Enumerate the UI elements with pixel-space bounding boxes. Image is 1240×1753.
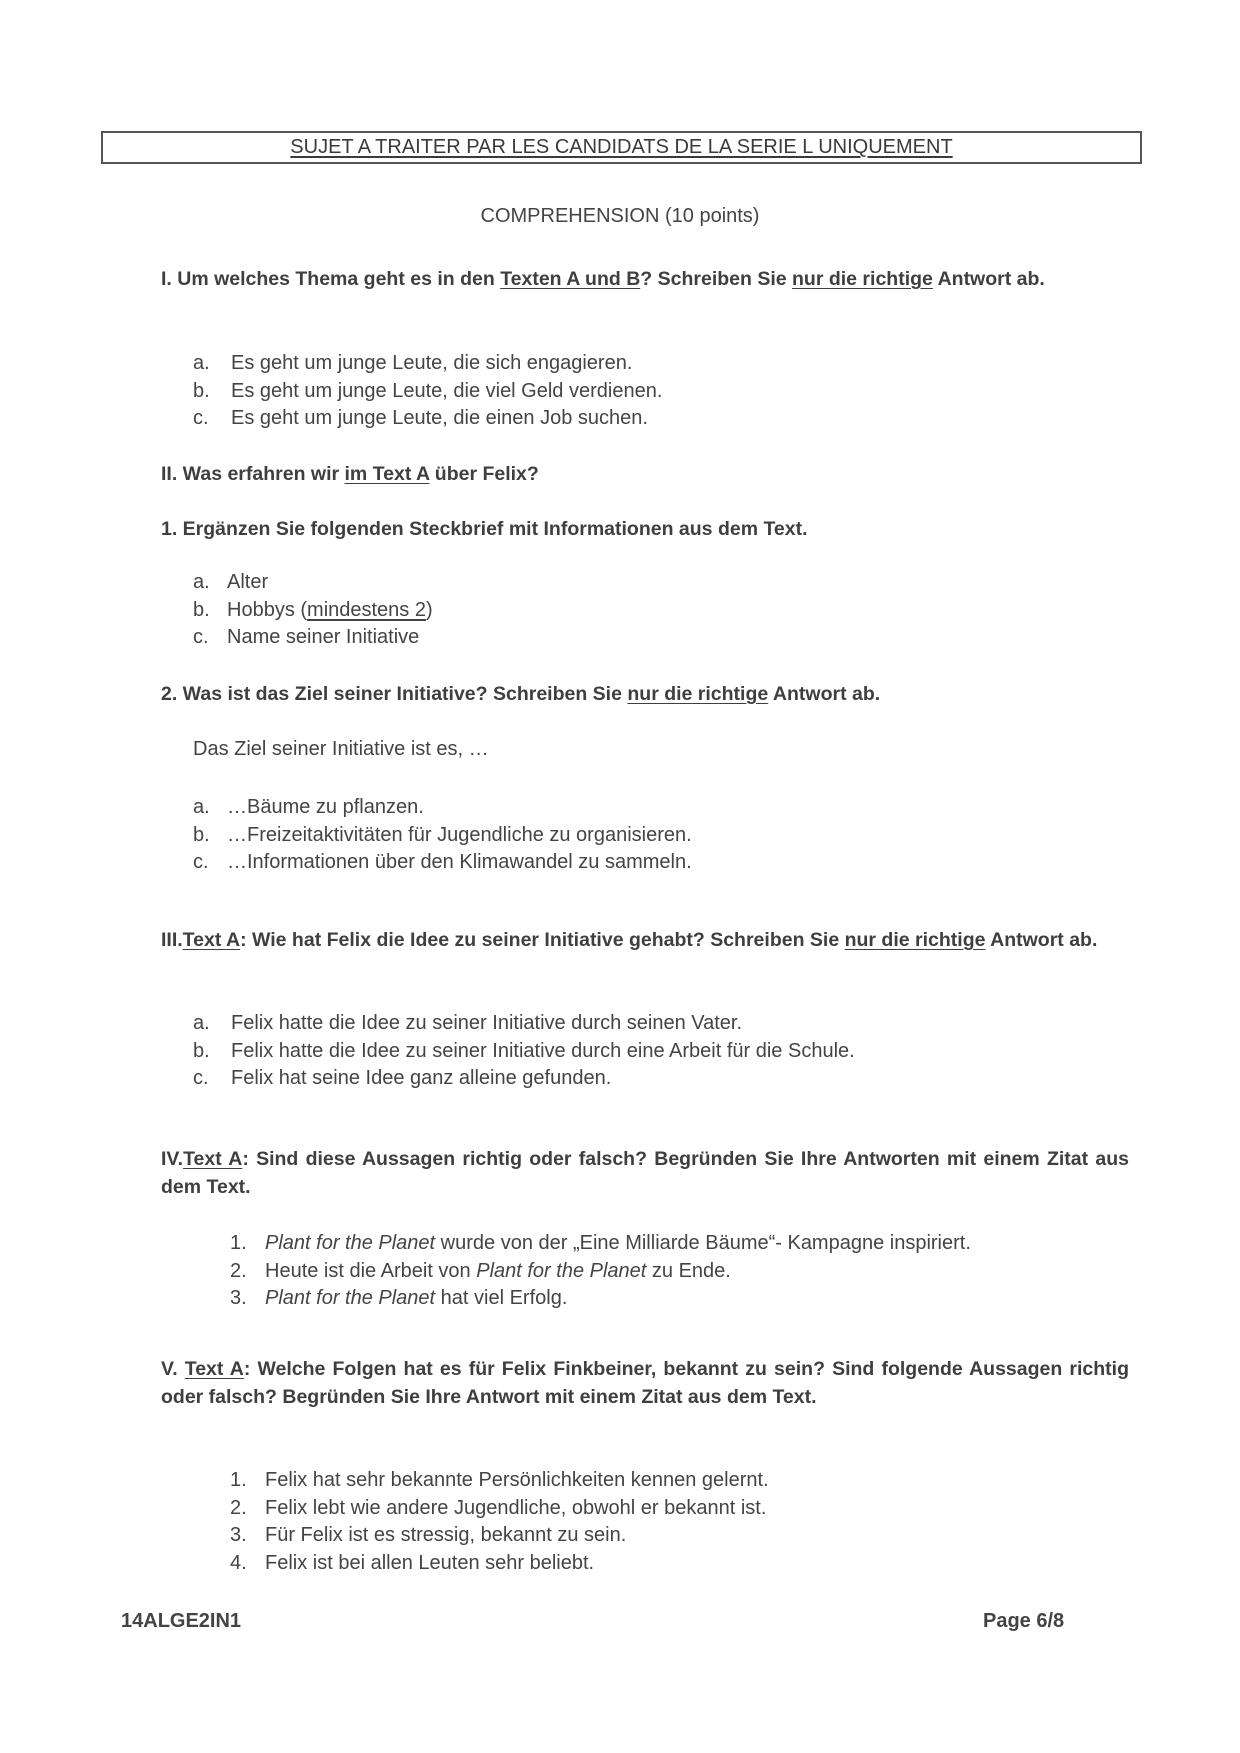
question-1-underline-richtige: nur die richtige <box>792 268 933 290</box>
question-2: II. Was erfahren wir im Text A über Felix? <box>161 463 539 485</box>
series-header-box <box>101 131 1142 164</box>
list-item: 3. Für Felix ist es stressig, bekannt zu sein. <box>230 1524 627 1546</box>
list-item: a. …Bäume zu pflanzen. <box>193 796 424 818</box>
list-item: 1. Plant for the Planet wurde von der „Eine Milliarde Bäume“- Kampagne inspiriert. <box>230 1232 971 1254</box>
list-item: 4. Felix ist bei allen Leuten sehr beliebt. <box>230 1551 595 1574</box>
question-3-options <box>193 1010 855 1093</box>
question-2-sub-2-options <box>193 794 692 877</box>
question-1-underline-texts: Texten A und B <box>500 268 641 290</box>
page-number: Page 6/8 <box>983 1610 1065 1632</box>
question-4: IV.Text A: Sind diese Aussagen richtig oder falsch? Begründen Sie Ihre Antworten mit einem Zitat aus dem Text. <box>161 1148 1129 1198</box>
list-item: c. Felix hat seine Idee ganz alleine gefunden. <box>193 1067 612 1089</box>
exam-code: 14ALGE2IN1 <box>121 1610 242 1632</box>
list-item: a. Felix hatte die Idee zu seiner Initiative durch seinen Vater. <box>193 1012 743 1034</box>
list-item: 1. Felix hat sehr bekannte Persönlichkeiten kennen gelernt. <box>230 1469 769 1491</box>
question-1-text: I. Um welches Thema geht es in den <box>161 268 501 290</box>
list-item: a. Es geht um junge Leute, die sich engagieren. <box>193 352 633 374</box>
list-item: b. Felix hatte die Idee zu seiner Initiative durch eine Arbeit für die Schule. <box>193 1039 855 1062</box>
list-item: b. Es geht um junge Leute, die viel Geld verdienen. <box>193 379 663 402</box>
question-2-sub-2: 2. Was ist das Ziel seiner Initiative? Schreiben Sie nur die richtige Antwort ab. <box>161 683 881 705</box>
list-item: c. …Informationen über den Klimawandel zu sammeln. <box>193 851 692 873</box>
question-1-text-2: ? Schreiben Sie <box>640 268 793 290</box>
series-header-text: SUJET A TRAITER PAR LES CANDIDATS DE LA SERIE L UNIQUEMENT <box>290 136 953 158</box>
question-2-sub-1: 1. Ergänzen Sie folgenden Steckbrief mit Informationen aus dem Text. <box>161 518 808 540</box>
list-item: 2. Felix lebt wie andere Jugendliche, obwohl er bekannt ist. <box>230 1496 767 1519</box>
question-2-sub-2-lead: Das Ziel seiner Initiative ist es, … <box>193 738 489 760</box>
list-item: 3. Plant for the Planet hat viel Erfolg. <box>230 1287 568 1309</box>
question-5: V. Text A: Welche Folgen hat es für Felix Finkbeiner, bekannt zu sein? Sind folgende Aussagen richtig oder falsch? Begründen Sie Ihre Antwort mit einem Zitat aus dem Text. <box>161 1358 1129 1408</box>
list-item: 2. Heute ist die Arbeit von Plant for the Planet zu Ende. <box>230 1259 731 1282</box>
question-1-options <box>193 350 662 433</box>
question-2-underline: im Text A <box>344 463 430 485</box>
list-item: a. Alter <box>193 571 269 593</box>
question-5-statements <box>230 1467 769 1577</box>
list-item: c. Es geht um junge Leute, die einen Job suchen. <box>193 407 648 429</box>
question-4-statements <box>230 1230 971 1313</box>
question-2-sub-1-options <box>193 569 433 652</box>
list-item: c. Name seiner Initiative <box>193 626 420 648</box>
section-title: COMPREHENSION (10 points) <box>480 205 760 227</box>
list-item: b. …Freizeitaktivitäten für Jugendliche zu organisieren. <box>193 823 692 846</box>
question-1 <box>161 265 1129 293</box>
list-item: b. Hobbys (mindestens 2) <box>193 598 433 621</box>
question-3: III.Text A: Wie hat Felix die Idee zu seiner Initiative gehabt? Schreiben Sie nur die richtige Antwort ab. <box>161 929 1098 951</box>
question-1-text-3: Antwort ab. <box>932 268 1045 290</box>
